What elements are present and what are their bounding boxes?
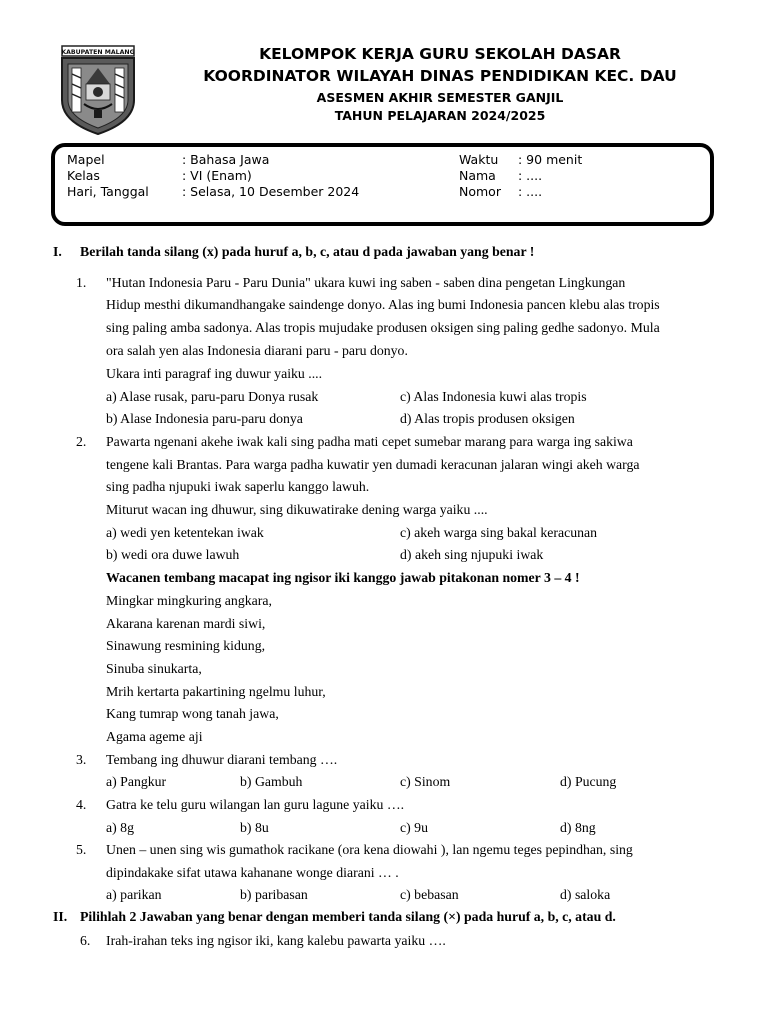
q1-text-line: "Hutan Indonesia Paru - Paru Dunia" ukara kuwi ing saben - saben dina pengetan Lingkungan: [106, 275, 626, 290]
nama-value: : ....: [518, 168, 543, 183]
kelas-value: : VI (Enam): [182, 168, 252, 183]
tembang-line: Akarana karenan mardi siwi,: [106, 616, 266, 631]
q1-option-d: d) Alas tropis produsen oksigen: [400, 411, 575, 426]
hari-tanggal-value: : Selasa, 10 Desember 2024: [182, 184, 360, 199]
q3-option-c: c) Sinom: [400, 774, 451, 789]
student-info-box: [51, 143, 714, 226]
q2-option-c: c) akeh warga sing bakal keracunan: [400, 525, 598, 540]
nomor-value: : ....: [518, 184, 543, 199]
q6-question: Irah-irahan teks ing ngisor iki, kang kalebu pawarta yaiku ….: [106, 933, 446, 948]
q1-option-a: a) Alase rusak, paru-paru Donya rusak: [106, 389, 319, 404]
q4-number: 4.: [76, 797, 87, 812]
q3-option-d: d) Pucung: [560, 774, 617, 789]
q1-text-line: sing paling amba sadonya. Alas tropis mujudake produsen oksigen sing paling gedhe sadonyo. Mula: [106, 320, 660, 335]
q5-number: 5.: [76, 842, 87, 857]
mapel-label: Mapel: [67, 152, 105, 167]
logo-text: KABUPATEN MALANG: [61, 49, 135, 56]
q3-question: Tembang ing dhuwur diarani tembang ….: [106, 752, 338, 767]
q1-text-line: ora salah yen alas Indonesia diarani paru - paru donyo.: [106, 343, 408, 358]
q2-text-line: tengene kali Brantas. Para warga padha kuwatir yen dumadi keracunan jalaran wingi akeh warga: [106, 457, 640, 472]
tembang-instruction: Wacanen tembang macapat ing ngisor iki kanggo jawab pitakonan nomer 3 – 4 !: [106, 570, 580, 585]
q2-option-a: a) wedi yen ketentekan iwak: [106, 525, 264, 540]
section1-numeral: I.: [53, 244, 62, 259]
nama-label: Nama: [459, 168, 496, 183]
q6-number: 6.: [80, 933, 91, 948]
hari-tanggal-label: Hari, Tanggal: [67, 184, 149, 199]
q4-question: Gatra ke telu guru wilangan lan guru lagune yaiku ….: [106, 797, 405, 812]
waktu-value: : 90 menit: [518, 152, 583, 167]
q4-option-c: c) 9u: [400, 820, 428, 835]
q2-number: 2.: [76, 434, 87, 449]
q5-text-line: Unen – unen sing wis gumathok racikane (ora kena diowahi ), lan ngemu teges pepindhan, sing: [106, 842, 633, 857]
q4-option-a: a) 8g: [106, 820, 134, 835]
q1-option-c: c) Alas Indonesia kuwi alas tropis: [400, 389, 587, 404]
q1-question: Ukara inti paragraf ing duwur yaiku ....: [106, 366, 323, 381]
section2-numeral: II.: [53, 909, 68, 924]
q2-option-b: b) wedi ora duwe lawuh: [106, 547, 240, 562]
q5-option-c: c) bebasan: [400, 887, 459, 902]
q1-number: 1.: [76, 275, 87, 290]
q3-option-a: a) Pangkur: [106, 774, 167, 789]
q2-text-line: Pawarta ngenani akehe iwak kali sing padha mati cepet sumebar marang para warga ing sakiwa: [106, 434, 633, 449]
kelas-label: Kelas: [67, 168, 100, 183]
q1-option-b: b) Alase Indonesia paru-paru donya: [106, 411, 303, 426]
q2-text-line: sing padha njupuki iwak saperlu kanggo lawuh.: [106, 479, 370, 494]
q2-option-d: d) akeh sing njupuki iwak: [400, 547, 544, 562]
nomor-label: Nomor: [459, 184, 501, 199]
mapel-value: : Bahasa Jawa: [182, 152, 270, 167]
header-school-year: TAHUN PELAJARAN 2024/2025: [334, 108, 546, 123]
header-title-line1: KELOMPOK KERJA GURU SEKOLAH DASAR: [259, 45, 621, 63]
q2-question: Miturut wacan ing dhuwur, sing dikuwatirake dening warga yaiku ....: [106, 502, 488, 517]
q4-option-d: d) 8ng: [560, 820, 596, 835]
waktu-label: Waktu: [459, 152, 499, 167]
q3-option-b: b) Gambuh: [240, 774, 303, 789]
q1-text-line: Hidup mesthi dikumandhangake saindenge donyo. Alas ing bumi Indonesia pancen klebu alas tropis: [106, 297, 660, 312]
section1-instruction: Berilah tanda silang (x) pada huruf a, b, c, atau d pada jawaban yang benar !: [80, 244, 535, 259]
tembang-line: Agama ageme aji: [106, 729, 203, 744]
tembang-line: Sinawung resmining kidung,: [106, 638, 266, 653]
q5-option-b: b) paribasan: [240, 887, 308, 902]
tembang-line: Sinuba sinukarta,: [106, 661, 202, 676]
header-title-line2: KOORDINATOR WILAYAH DINAS PENDIDIKAN KEC. DAU: [203, 67, 677, 85]
tembang-line: Mrih kertarta pakartining ngelmu luhur,: [106, 684, 326, 699]
tembang-line: Kang tumrap wong tanah jawa,: [106, 706, 279, 721]
header-exam-name: ASESMEN AKHIR SEMESTER GANJIL: [316, 90, 564, 105]
q5-option-d: d) saloka: [560, 887, 611, 902]
q5-text-line: dipindakake sifat utawa kahanane wonge diarani … .: [106, 865, 399, 880]
tembang-line: Mingkar mingkuring angkara,: [106, 593, 272, 608]
q3-number: 3.: [76, 752, 87, 767]
q4-option-b: b) 8u: [240, 820, 269, 835]
kabupaten-malang-logo: [56, 44, 140, 136]
q5-option-a: a) parikan: [106, 887, 162, 902]
section2-instruction: Pilihlah 2 Jawaban yang benar dengan memberi tanda silang (×) pada huruf a, b, c, atau d.: [80, 909, 616, 924]
